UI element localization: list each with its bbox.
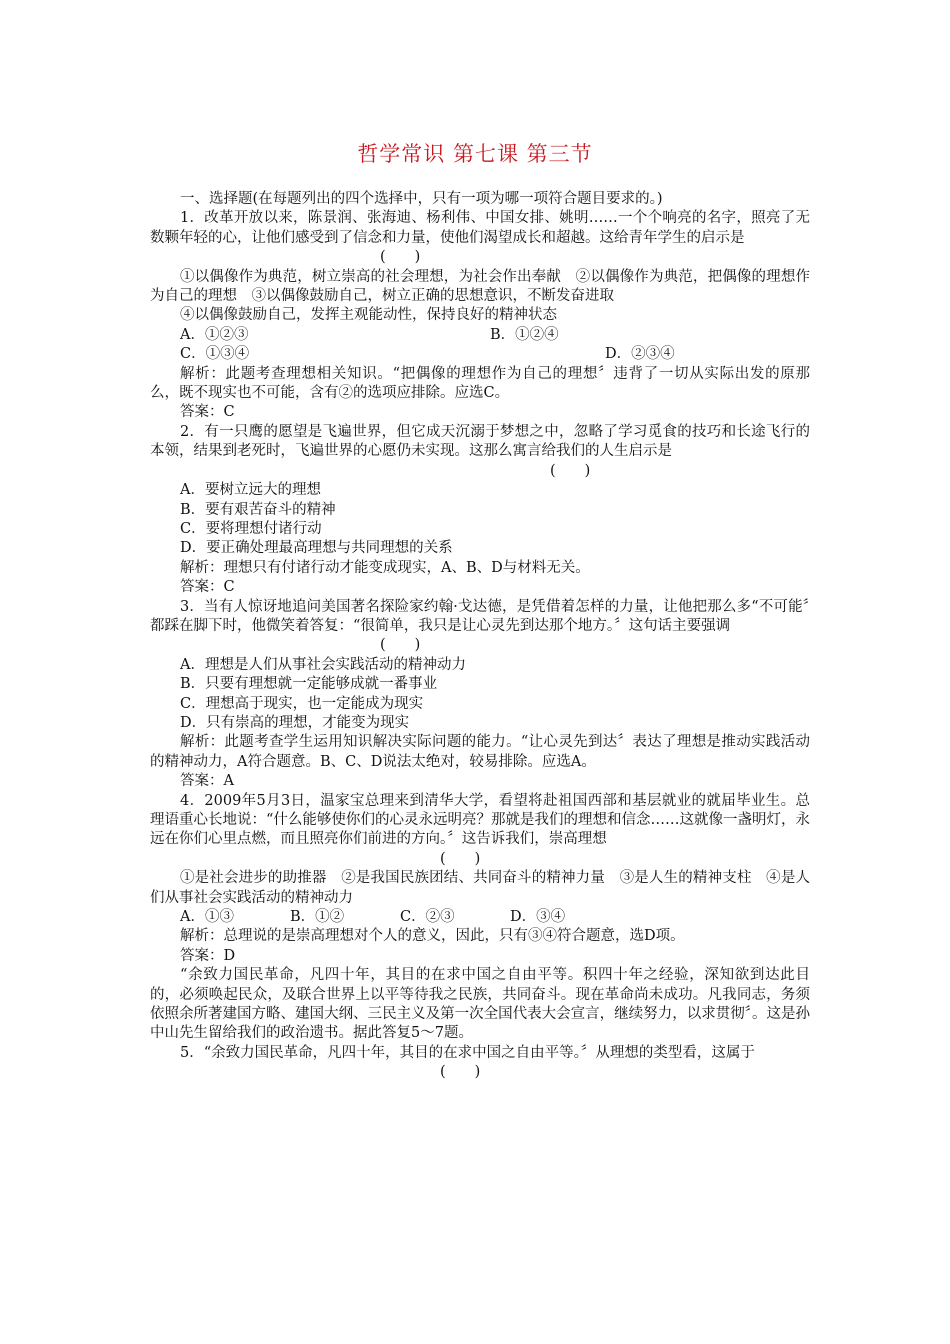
q5-stem: 5．“余致力国民革命，凡四十年，其目的在求中国之自由平等。〞从理想的类型看，这属于 bbox=[180, 1044, 755, 1061]
q3-choice-a: A．理想是人们从事社会实践活动的精神动力 bbox=[180, 656, 466, 673]
section-heading: 一、选择题(在每题列出的四个选择中，只有一项为哪一项符合题目要求的。) bbox=[180, 191, 663, 207]
q3-choice-c: C．理想高于现实，也一定能成为现实 bbox=[180, 695, 424, 712]
q1-analysis: 解析：此题考查理想相关知识。“把偶像的理想作为自己的理想〞违背了一切从实际出发的原那么，既不现实也不可能，含有②的选项应排除。应选C。 bbox=[150, 365, 810, 402]
q4-analysis: 解析：总理说的是崇高理想对个人的意义，因此，只有③④符合题意，选D项。 bbox=[180, 928, 685, 945]
q5-answer-paren: ( ) bbox=[440, 1064, 481, 1081]
q3-answer-paren: ( ) bbox=[380, 637, 421, 654]
q3-choice-d: D．只有崇高的理想，才能变为现实 bbox=[180, 714, 410, 731]
q2-stem: 2．有一只鹰的愿望是飞遍世界，但它成天沉溺于梦想之中，忽略了学习觅食的技巧和长途飞行的本领，结果到老死时，飞遍世界的心愿仍未实现。这那么寓言给我们的人生启示是 bbox=[150, 423, 810, 460]
q1-options-2: ④以偶像鼓励自己，发挥主观能动性，保持良好的精神状态 bbox=[180, 307, 557, 324]
q3-choice-b: B．只要有理想就一定能够成就一番事业 bbox=[180, 676, 438, 693]
q2-analysis: 解析：理想只有付诸行动才能变成现实，A、B、D与材料无关。 bbox=[180, 559, 590, 576]
q1-answer: 答案：C bbox=[180, 404, 235, 421]
q1-choice-a: A．①②③ bbox=[180, 326, 249, 343]
material-passage: “余致力国民革命，凡四十年，其目的在求中国之自由平等。积四十年之经验，深知欲到达此目的，必须唤起民众，及联合世界上以平等待我之民族，共同奋斗。现在革命尚未成功。凡我同志，务须依照余所著建国方略、建国大纲、三民主义及第一次全国代表大会宣言，继续努力，以求贯彻〞。这是孙中山先生留给我们的政治遗书。据此答复5～7题。 bbox=[150, 967, 810, 1042]
q1-stem: 1．改革开放以来，陈景润、张海迪、杨利伟、中国女排、姚明……一个个响亮的名字，照亮了无数颗年轻的心，让他们感受到了信念和力量，使他们渴望成长和超越。这给青年学生的启示是 bbox=[150, 210, 810, 246]
q3-analysis: 解析：此题考查学生运用知识解决实际问题的能力。“让心灵先到达〞表达了理想是推动实践活动的精神动力，A符合题意。B、C、D说法太绝对，较易排除。应选A。 bbox=[150, 734, 810, 770]
q4-choice-a: A．①③ bbox=[180, 909, 234, 926]
q3-answer: 答案：A bbox=[180, 773, 234, 790]
q1-answer-paren: ( ) bbox=[380, 249, 421, 266]
q4-answer-paren: ( ) bbox=[440, 850, 481, 867]
q1-choice-c: C．①③④ bbox=[180, 346, 250, 363]
q1-choices-row-2 bbox=[150, 345, 810, 364]
q1-choice-b: B．①②④ bbox=[490, 326, 559, 343]
q2-answer: 答案：C bbox=[180, 579, 235, 596]
q4-stem: 4．2009年5月3日，温家宝总理来到清华大学，看望将赴祖国西部和基层就业的就届毕业生。总理语重心长地说：“什么能够使你们的心灵永远明亮？那就是我们的理想和信念……这就像一盏明灯，永远在你们心里点燃，而且照亮你们前进的方向。〞这告诉我们，崇高理想 bbox=[150, 792, 810, 848]
q4-answer: 答案：D bbox=[180, 947, 236, 964]
q2-choice-b: B．要有艰苦奋斗的精神 bbox=[180, 501, 336, 518]
q4-choice-c: C．②③ bbox=[400, 909, 455, 926]
q2-choice-d: D．要正确处理最高理想与共同理想的关系 bbox=[180, 540, 453, 557]
q4-choice-b: B．①② bbox=[290, 909, 345, 926]
q1-options-1: ①以偶像作为典范，树立崇高的社会理想，为社会作出奉献 ②以偶像作为典范，把偶像的理想作为自己的理想 ③以偶像鼓励自己，树立正确的思想意识，不断发奋进取 bbox=[150, 268, 810, 305]
q1-choice-d: D．②③④ bbox=[605, 346, 675, 363]
page-title: 哲学常识 第七课 第三节 bbox=[357, 142, 593, 166]
q4-choice-d: D．③④ bbox=[510, 909, 566, 926]
q2-choice-a: A．要树立远大的理想 bbox=[180, 482, 321, 499]
q2-choice-c: C．要将理想付诸行动 bbox=[180, 520, 322, 537]
q3-stem: 3．当有人惊讶地追问美国著名探险家约翰·戈达德，是凭借着怎样的力量，让他把那么多“不可能〞都踩在脚下时，他微笑着答复：“很简单，我只是让心灵先到达那个地方。〞这句话主要强调 bbox=[150, 598, 810, 634]
document-body bbox=[150, 190, 810, 1083]
q4-options: ①是社会进步的助推器 ②是我国民族团结、共同奋斗的精神力量 ③是人生的精神支柱 ④是人们从事社会实践活动的精神动力 bbox=[150, 870, 810, 906]
q4-choices-row bbox=[150, 908, 810, 927]
q2-answer-paren: ( ) bbox=[550, 462, 591, 479]
q1-choices-row-1 bbox=[150, 326, 810, 345]
